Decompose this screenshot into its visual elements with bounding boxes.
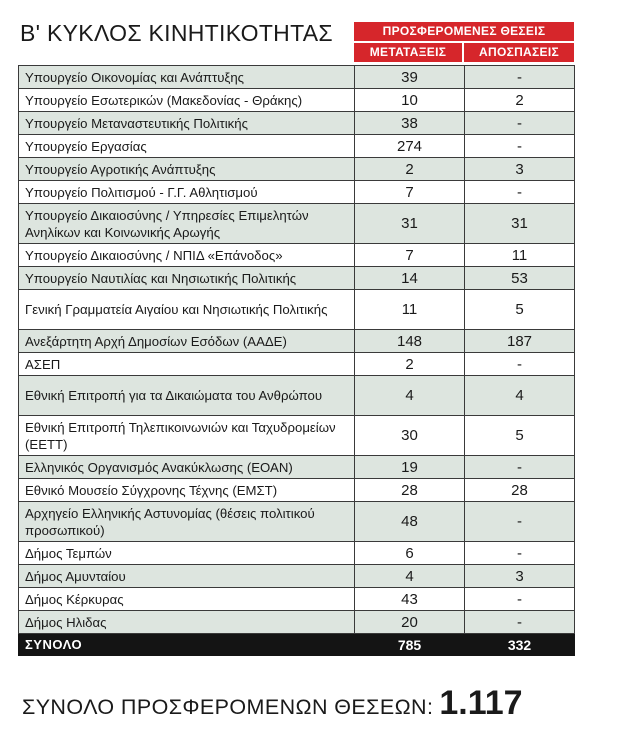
table-row	[19, 565, 575, 588]
transfers-value: 4	[355, 376, 465, 416]
transfers-value: 39	[355, 66, 465, 89]
transfers-value: 48	[355, 502, 465, 542]
table-row	[19, 267, 575, 290]
secondments-value: -	[465, 542, 575, 565]
grand-total-summary	[22, 684, 523, 723]
table-row	[19, 135, 575, 158]
agency-name: Υπουργείο Πολιτισμού - Γ.Γ. Αθλητισμού	[19, 181, 355, 204]
secondments-value: 53	[465, 267, 575, 290]
mobility-table-panel	[18, 14, 574, 656]
table-row	[19, 588, 575, 611]
grand-total-value: 1.117	[439, 684, 523, 722]
secondments-value: -	[465, 353, 575, 376]
agency-name: Υπουργείο Ναυτιλίας και Νησιωτικής Πολιτικής	[19, 267, 355, 290]
positions-table	[18, 65, 575, 656]
offered-positions-header: ΠΡΟΣΦΕΡΟΜΕΝΕΣ ΘΕΣΕΙΣ	[354, 22, 574, 41]
secondments-value: 3	[465, 565, 575, 588]
transfers-value: 30	[355, 416, 465, 456]
transfers-value: 7	[355, 244, 465, 267]
table-row	[19, 244, 575, 267]
table-row	[19, 330, 575, 353]
transfers-value: 20	[355, 611, 465, 634]
table-row	[19, 66, 575, 89]
secondments-value: -	[465, 135, 575, 158]
transfers-value: 31	[355, 204, 465, 244]
transfers-value: 38	[355, 112, 465, 135]
agency-name: Δήμος Ηλιδας	[19, 611, 355, 634]
agency-name: Αρχηγείο Ελληνικής Αστυνομίας (θέσεις πολιτικού προσωπικού)	[19, 502, 355, 542]
table-row	[19, 89, 575, 112]
agency-name: Δήμος Κέρκυρας	[19, 588, 355, 611]
transfers-value: 10	[355, 89, 465, 112]
table-row	[19, 204, 575, 244]
transfers-value: 19	[355, 456, 465, 479]
secondments-value: 187	[465, 330, 575, 353]
agency-name: Υπουργείο Μεταναστευτικής Πολιτικής	[19, 112, 355, 135]
secondments-value: -	[465, 611, 575, 634]
table-row	[19, 290, 575, 330]
secondments-value: -	[465, 66, 575, 89]
agency-name: ΑΣΕΠ	[19, 353, 355, 376]
secondments-value: 11	[465, 244, 575, 267]
total-label: ΣΥΝΟΛΟ	[19, 634, 355, 656]
table-row	[19, 158, 575, 181]
agency-name: Υπουργείο Δικαιοσύνης / Υπηρεσίες Επιμελητών Ανηλίκων και Κοινωνικής Αρωγής	[19, 204, 355, 244]
secondments-value: -	[465, 502, 575, 542]
secondments-value: 5	[465, 416, 575, 456]
agency-name: Υπουργείο Οικονομίας και Ανάπτυξης	[19, 66, 355, 89]
transfers-value: 4	[355, 565, 465, 588]
table-row	[19, 181, 575, 204]
secondments-value: 4	[465, 376, 575, 416]
secondments-value: 28	[465, 479, 575, 502]
transfers-column-header: ΜΕΤΑΤΑΞΕΙΣ	[354, 43, 462, 62]
table-row	[19, 456, 575, 479]
transfers-value: 7	[355, 181, 465, 204]
agency-name: Υπουργείο Αγροτικής Ανάπτυξης	[19, 158, 355, 181]
transfers-value: 14	[355, 267, 465, 290]
total-transfers: 785	[355, 634, 465, 656]
table-row	[19, 353, 575, 376]
table-row	[19, 502, 575, 542]
agency-name: Υπουργείο Εσωτερικών (Μακεδονίας - Θράκης)	[19, 89, 355, 112]
secondments-value: -	[465, 112, 575, 135]
transfers-value: 148	[355, 330, 465, 353]
secondments-column-header: ΑΠΟΣΠΑΣΕΙΣ	[464, 43, 574, 62]
agency-name: Υπουργείο Εργασίας	[19, 135, 355, 158]
agency-name: Εθνική Επιτροπή Τηλεπικοινωνιών και Ταχυδρομείων (ΕΕΤΤ)	[19, 416, 355, 456]
agency-name: Ελληνικός Οργανισμός Ανακύκλωσης (ΕΟΑΝ)	[19, 456, 355, 479]
agency-name: Ανεξάρτητη Αρχή Δημοσίων Εσόδων (ΑΑΔΕ)	[19, 330, 355, 353]
agency-name: Υπουργείο Δικαιοσύνης / ΝΠΙΔ «Επάνοδος»	[19, 244, 355, 267]
transfers-value: 6	[355, 542, 465, 565]
secondments-value: 5	[465, 290, 575, 330]
table-header	[18, 14, 574, 64]
agency-name: Εθνικό Μουσείο Σύγχρονης Τέχνης (ΕΜΣΤ)	[19, 479, 355, 502]
agency-name: Γενική Γραμματεία Αιγαίου και Νησιωτικής Πολιτικής	[19, 290, 355, 330]
table-row	[19, 112, 575, 135]
transfers-value: 2	[355, 158, 465, 181]
secondments-value: -	[465, 456, 575, 479]
transfers-value: 11	[355, 290, 465, 330]
page-title: Β' ΚΥΚΛΟΣ ΚΙΝΗΤΙΚΟΤΗΤΑΣ	[20, 20, 333, 46]
agency-name: Δήμος Αμυνταίου	[19, 565, 355, 588]
agency-name: Δήμος Τεμπών	[19, 542, 355, 565]
table-row	[19, 376, 575, 416]
table-row	[19, 416, 575, 456]
transfers-value: 43	[355, 588, 465, 611]
agency-name: Εθνική Επιτροπή για τα Δικαιώματα του Ανθρώπου	[19, 376, 355, 416]
secondments-value: 3	[465, 158, 575, 181]
table-row	[19, 479, 575, 502]
transfers-value: 28	[355, 479, 465, 502]
transfers-value: 274	[355, 135, 465, 158]
table-row	[19, 611, 575, 634]
table-row	[19, 542, 575, 565]
transfers-value: 2	[355, 353, 465, 376]
secondments-value: 2	[465, 89, 575, 112]
secondments-value: -	[465, 588, 575, 611]
total-row	[19, 634, 575, 656]
total-secondments: 332	[465, 634, 575, 656]
grand-total-label: ΣΥΝΟΛΟ ΠΡΟΣΦΕΡΟΜΕΝΩΝ ΘΕΣΕΩΝ:	[22, 695, 434, 719]
secondments-value: -	[465, 181, 575, 204]
secondments-value: 31	[465, 204, 575, 244]
